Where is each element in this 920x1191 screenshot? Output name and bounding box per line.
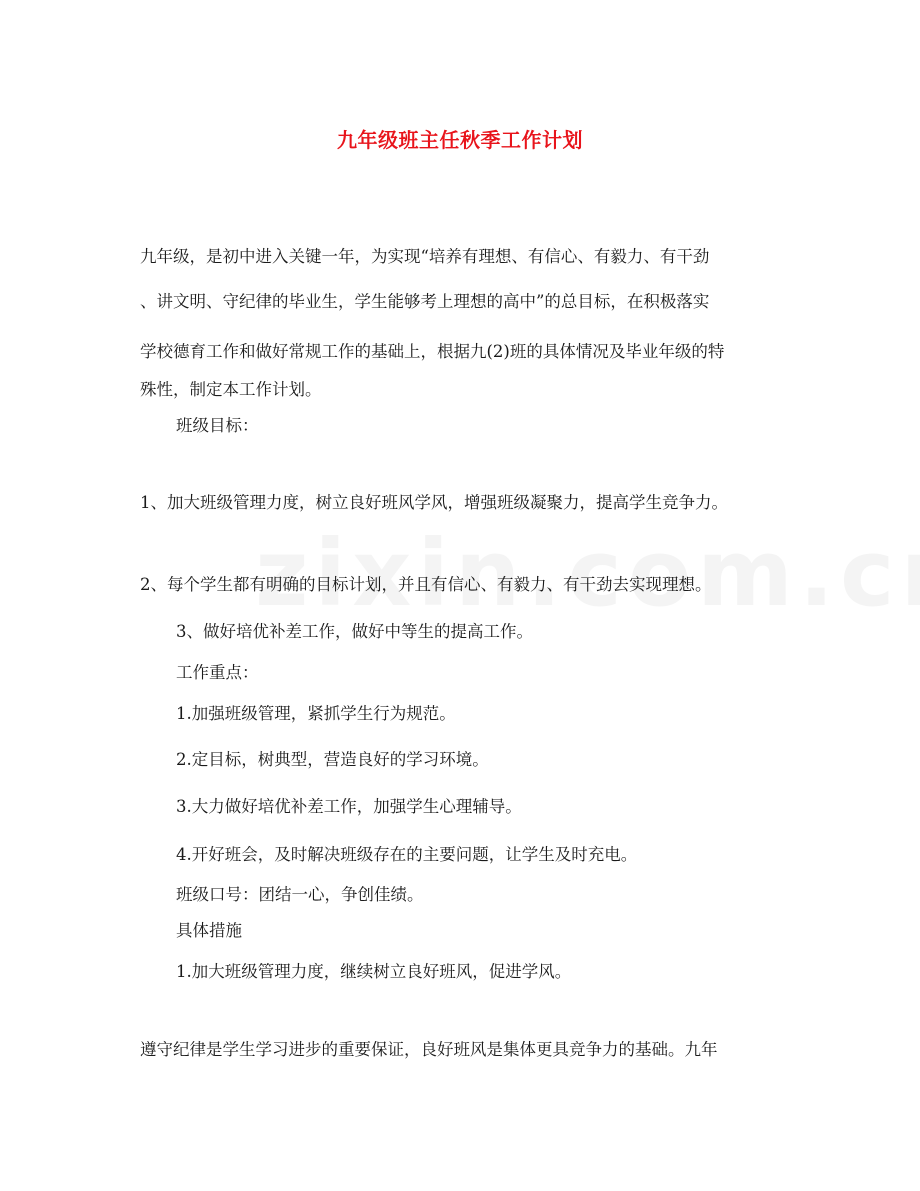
focus-item-4: 4.开好班会，及时解决班级存在的主要问题，让学生及时充电。 xyxy=(176,845,638,864)
intro-line-4: 殊性，制定本工作计划。 xyxy=(140,380,322,399)
document-title: 九年级班主任秋季工作计划 xyxy=(337,128,583,152)
goal-item-3: 3、做好培优补差工作，做好中等生的提高工作。 xyxy=(176,622,533,641)
closing-line: 遵守纪律是学生学习进步的重要保证，良好班风是集体更具竞争力的基础。九年 xyxy=(140,1040,718,1059)
measures-heading: 具体措施 xyxy=(176,921,242,940)
intro-line-2: 、讲文明、守纪律的毕业生，学生能够考上理想的高中”的总目标，在积极落实 xyxy=(140,292,710,311)
goal-item-2: 2、每个学生都有明确的目标计划，并且有信心、有毅力、有干劲去实现理想。 xyxy=(140,575,712,594)
focus-item-2: 2.定目标，树典型，营造良好的学习环境。 xyxy=(176,750,489,769)
work-focus-heading: 工作重点： xyxy=(176,663,259,682)
focus-item-1: 1.加强班级管理，紧抓学生行为规范。 xyxy=(176,704,456,723)
intro-line-3: 学校德育工作和做好常规工作的基础上，根据九(2)班的具体情况及毕业年级的特 xyxy=(140,342,725,361)
class-slogan: 班级口号：团结一心，争创佳绩。 xyxy=(176,885,424,904)
class-goals-heading: 班级目标： xyxy=(176,416,259,435)
goal-item-1: 1、加大班级管理力度，树立良好班风学风，增强班级凝聚力，提高学生竞争力。 xyxy=(140,493,728,512)
intro-line-1: 九年级，是初中进入关键一年，为实现“培养有理想、有信心、有毅力、有干劲 xyxy=(140,247,710,266)
measure-item-1: 1.加大班级管理力度，继续树立良好班风，促进学风。 xyxy=(176,962,572,981)
focus-item-3: 3.大力做好培优补差工作，加强学生心理辅导。 xyxy=(176,797,522,816)
